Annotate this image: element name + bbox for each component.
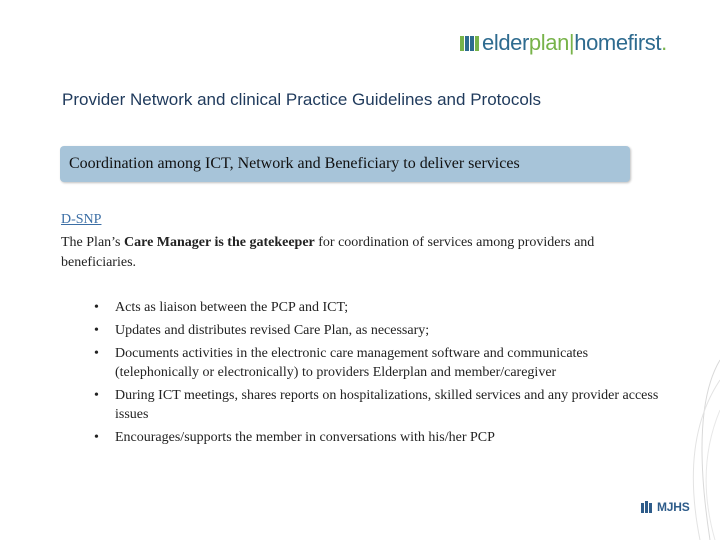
section-banner <box>60 146 630 182</box>
intro-paragraph <box>61 233 661 273</box>
list-item <box>90 321 670 340</box>
intro-suffix: for coordination of services among providers and beneficiaries. <box>61 235 595 270</box>
list-item <box>90 298 670 317</box>
intro-bold: Care Manager is the gatekeeper <box>124 235 315 250</box>
bullet-icon: • <box>94 300 99 315</box>
intro-prefix: The Plan’s <box>61 235 124 250</box>
list-item-text: Documents activities in the electronic care management software and communicates (telephonically or electronically) to providers Elderplan and member/caregiver <box>115 346 589 380</box>
list-item <box>90 344 670 382</box>
bullet-icon: • <box>94 388 99 403</box>
bullet-icon: • <box>94 346 99 361</box>
list-item-text: Acts as liaison between the PCP and ICT; <box>115 300 349 315</box>
list-item-text: Encourages/supports the member in conversations with his/her PCP <box>115 430 495 445</box>
list-item-text: During ICT meetings, shares reports on hospitalizations, skilled services and any provider access issues <box>115 388 659 422</box>
page-title: Provider Network and clinical Practice Guidelines and Protocols <box>62 90 542 109</box>
mjhs-logo <box>641 500 690 514</box>
list-item-text: Updates and distributes revised Care Plan, as necessary; <box>115 323 430 338</box>
list-item <box>90 386 670 424</box>
logo-dot: . <box>661 30 668 55</box>
bullet-list <box>90 298 670 451</box>
elderplan-mark-icon <box>460 33 480 53</box>
logo-text <box>482 32 661 54</box>
mjhs-mark-icon <box>641 501 655 513</box>
section-heading: D-SNP <box>61 212 102 227</box>
mjhs-logo-text: MJHS <box>657 500 690 514</box>
logo-separator: | <box>568 30 575 55</box>
logo-part-homefirst: homefirst <box>574 30 662 55</box>
bullet-icon: • <box>94 430 99 445</box>
logo-part-elder: elder <box>482 30 529 55</box>
list-item <box>90 428 670 447</box>
banner-text: Coordination among ICT, Network and Beneficiary to deliver services <box>69 155 520 172</box>
bullet-icon: • <box>94 323 99 338</box>
logo-part-plan: plan <box>528 30 569 55</box>
elderplan-homefirst-logo <box>460 30 667 56</box>
